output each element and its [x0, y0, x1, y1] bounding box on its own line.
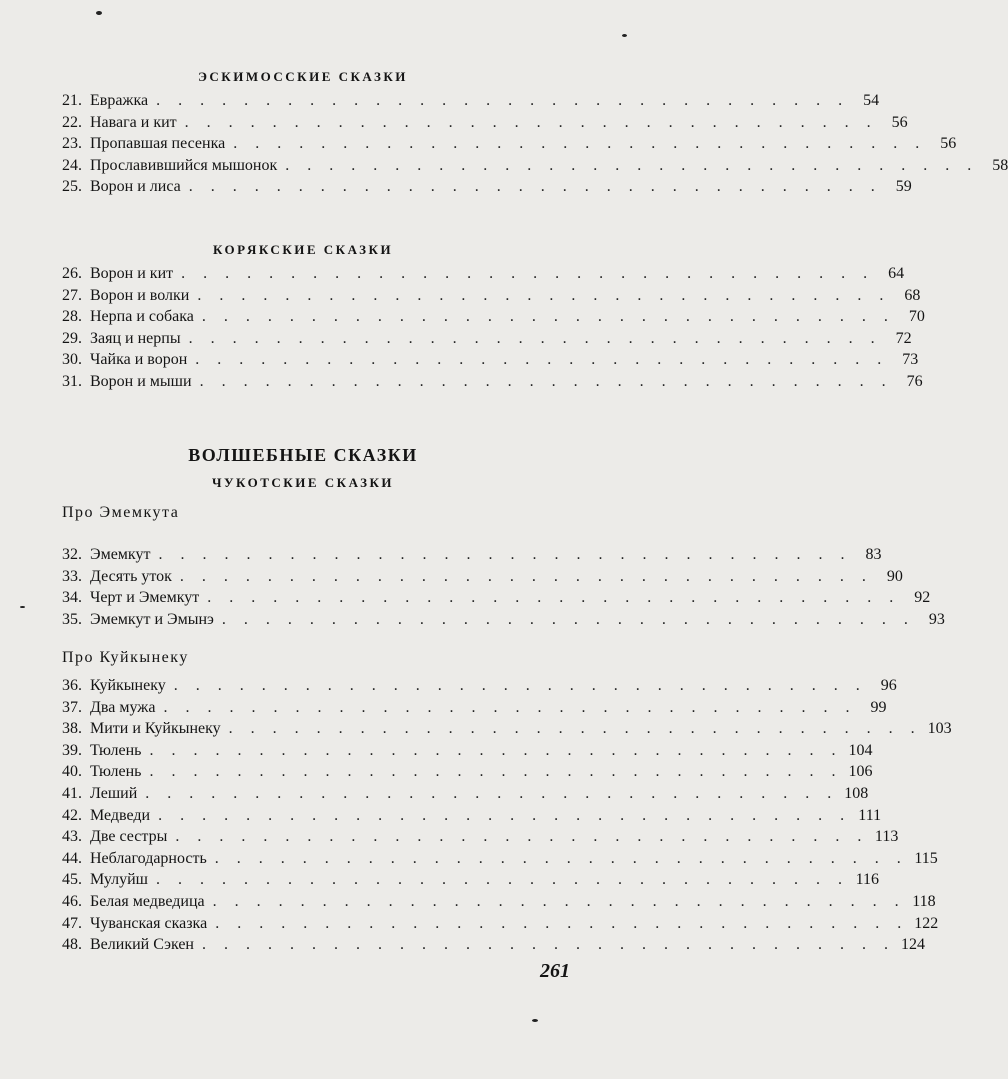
toc-entry — [62, 285, 921, 307]
dot-leader: . . . . . . . . . . . . . . . . . . . . . . . . . . . . . . . . — [156, 92, 850, 109]
dot-leader: . . . . . . . . . . . . . . . . . . . . . . . . . . . . . . . . — [197, 286, 891, 304]
entry-title: Ворон и волки — [90, 286, 190, 304]
dot-leader: . . . . . . . . . . . . . . . . . . . . . . . . . . . . . . . . — [195, 351, 889, 369]
toc-entry — [62, 869, 879, 891]
entry-page-number: 73 — [902, 351, 919, 369]
entry-title: Два мужа — [90, 698, 156, 716]
group-kuikyneku — [62, 645, 952, 956]
entry-page-number: 111 — [858, 806, 882, 824]
entry-title: Медведи — [90, 806, 151, 824]
entry-page-number: 64 — [888, 265, 905, 282]
entry-number: 40. — [62, 763, 82, 781]
toc-list — [62, 544, 945, 630]
entry-number: 22. — [62, 113, 82, 131]
toc-entry — [62, 328, 912, 350]
entry-number: 35. — [62, 610, 82, 628]
toc-entry — [62, 913, 939, 935]
toc-list — [62, 90, 1008, 198]
entry-page-number: 59 — [895, 178, 912, 196]
toc-entry — [62, 133, 957, 155]
part-block — [62, 440, 544, 526]
dot-leader: . . . . . . . . . . . . . . . . . . . . . . . . . . . . . . . . — [202, 936, 895, 954]
entry-title: Десять уток — [90, 567, 172, 585]
entry-page-number: 99 — [870, 698, 887, 716]
toc-entry — [62, 349, 919, 371]
toc-entry — [62, 848, 938, 870]
entry-title: Тюлень — [90, 763, 142, 781]
entry-number: 21. — [62, 92, 82, 109]
entry-title: Ворон и лиса — [90, 178, 181, 196]
entry-title: Чуванская сказка — [90, 914, 208, 932]
entry-title: Куйкынеку — [90, 677, 166, 694]
entry-page-number: 90 — [886, 567, 903, 585]
entry-number: 48. — [62, 936, 82, 954]
entry-title: Пропавшая песенка — [90, 135, 226, 153]
ink-speck — [20, 606, 25, 608]
toc-list — [62, 675, 952, 956]
entry-page-number: 83 — [865, 546, 882, 563]
entry-title: Две сестры — [90, 828, 168, 846]
entry-page-number: 58 — [992, 156, 1008, 174]
dot-leader: . . . . . . . . . . . . . . . . . . . . . . . . . . . . . . . . — [158, 546, 852, 563]
toc-entry — [62, 90, 880, 112]
entry-number: 33. — [62, 567, 82, 585]
dot-leader: . . . . . . . . . . . . . . . . . . . . . . . . . . . . . . . . — [201, 308, 895, 326]
entry-number: 44. — [62, 849, 82, 867]
dot-leader: . . . . . . . . . . . . . . . . . . . . . . . . . . . . . . . . — [179, 567, 873, 585]
entry-number: 23. — [62, 135, 82, 153]
entry-page-number: 54 — [863, 92, 880, 109]
entry-page-number: 93 — [928, 610, 945, 628]
entry-number: 24. — [62, 156, 82, 174]
dot-leader: . . . . . . . . . . . . . . . . . . . . . . . . . . . . . . . . — [149, 763, 843, 781]
ink-speck — [96, 11, 102, 15]
entry-page-number: 68 — [904, 286, 921, 304]
entry-number: 27. — [62, 286, 82, 304]
toc-entry — [62, 155, 1008, 177]
toc-entry — [62, 761, 873, 783]
dot-leader: . . . . . . . . . . . . . . . . . . . . . . . . . . . . . . . . — [285, 156, 979, 174]
dot-leader: . . . . . . . . . . . . . . . . . . . . . . . . . . . . . . . . — [145, 784, 839, 802]
toc-entry — [62, 587, 931, 609]
entry-title: Заяц и нерпы — [90, 329, 181, 347]
entry-title: Чайка и ворон — [90, 351, 188, 369]
entry-title: Евражка — [90, 92, 149, 109]
entry-page-number: 115 — [914, 849, 938, 867]
entry-page-number: 118 — [912, 892, 936, 910]
entry-number: 29. — [62, 329, 82, 347]
entry-title: Великий Сэкен — [90, 936, 194, 954]
entry-page-number: 113 — [874, 828, 899, 846]
group-title: Про Эмемкута — [62, 504, 180, 521]
entry-number: 26. — [62, 265, 82, 282]
toc-entry — [62, 826, 899, 848]
entry-title: Леший — [90, 784, 138, 802]
toc-entry — [62, 805, 882, 827]
toc-entry — [62, 566, 903, 588]
toc-entry — [62, 675, 897, 697]
entry-number: 47. — [62, 914, 82, 932]
entry-number: 32. — [62, 546, 82, 563]
toc-entry — [62, 263, 905, 285]
toc-entry — [62, 783, 869, 805]
toc-list — [62, 263, 925, 393]
dot-leader: . . . . . . . . . . . . . . . . . . . . . . . . . . . . . . . . — [212, 892, 906, 910]
section-eskimo — [62, 64, 1008, 198]
dot-leader: . . . . . . . . . . . . . . . . . . . . . . . . . . . . . . . . — [173, 677, 867, 694]
dot-leader: . . . . . . . . . . . . . . . . . . . . . . . . . . . . . . . . — [188, 329, 882, 347]
section-heading: ЧУКОТСКИЕ СКАЗКИ — [211, 475, 395, 490]
entry-number: 41. — [62, 784, 82, 802]
entry-title: Черт и Эмемкут — [90, 589, 200, 607]
toc-entry — [62, 740, 873, 762]
toc-entry — [62, 371, 923, 393]
toc-entry — [62, 112, 908, 134]
part-heading: ВОЛШЕБНЫЕ СКАЗКИ — [188, 445, 418, 465]
entry-title: Неблагодарность — [90, 849, 207, 867]
entry-title: Эмемкут — [90, 546, 151, 563]
entry-title: Белая медведица — [90, 892, 205, 910]
entry-number: 39. — [62, 741, 82, 759]
dot-leader: . . . . . . . . . . . . . . . . . . . . . . . . . . . . . . . . — [233, 135, 927, 153]
toc-entry — [62, 544, 882, 566]
entry-title: Ворон и кит — [90, 265, 174, 282]
entry-number: 45. — [62, 871, 82, 889]
toc-entry — [62, 697, 887, 719]
dot-leader: . . . . . . . . . . . . . . . . . . . . . . . . . . . . . . . . — [181, 265, 875, 282]
dot-leader: . . . . . . . . . . . . . . . . . . . . . . . . . . . . . . . . — [175, 828, 869, 846]
entry-number: 28. — [62, 308, 82, 326]
dot-leader: . . . . . . . . . . . . . . . . . . . . . . . . . . . . . . . . — [156, 871, 849, 889]
entry-page-number: 124 — [901, 936, 925, 954]
dot-leader: . . . . . . . . . . . . . . . . . . . . . . . . . . . . . . . . — [207, 589, 901, 607]
toc-entry — [62, 176, 912, 198]
entry-title: Ворон и мыши — [90, 372, 192, 390]
dot-leader: . . . . . . . . . . . . . . . . . . . . . . . . . . . . . . . . — [228, 720, 922, 738]
entry-title: Мити и Куйкынеку — [90, 720, 221, 738]
entry-page-number: 106 — [848, 763, 873, 781]
entry-page-number: 76 — [906, 372, 923, 390]
section-koryak — [62, 237, 925, 393]
entry-number: 43. — [62, 828, 82, 846]
entry-title: Мулуйш — [90, 871, 148, 889]
toc-entry — [62, 609, 945, 631]
dot-leader: . . . . . . . . . . . . . . . . . . . . . . . . . . . . . . . . — [163, 698, 857, 716]
toc-entry — [62, 891, 936, 913]
entry-number: 37. — [62, 698, 82, 716]
entry-number: 25. — [62, 178, 82, 196]
entry-title: Тюлень — [90, 741, 142, 759]
entry-page-number: 122 — [914, 914, 939, 932]
entry-number: 31. — [62, 372, 82, 390]
entry-page-number: 92 — [914, 589, 931, 607]
dot-leader: . . . . . . . . . . . . . . . . . . . . . . . . . . . . . . . . — [149, 741, 843, 759]
dot-leader: . . . . . . . . . . . . . . . . . . . . . . . . . . . . . . . . — [199, 372, 893, 390]
entry-number: 46. — [62, 892, 82, 910]
toc-entry — [62, 306, 925, 328]
section-heading: ЭСКИМОССКИЕ СКАЗКИ — [198, 69, 408, 84]
group-ememkut — [62, 544, 945, 630]
entry-page-number: 108 — [844, 784, 869, 802]
entry-title: Навага и кит — [90, 113, 177, 131]
toc-entry — [62, 718, 952, 740]
dot-leader: . . . . . . . . . . . . . . . . . . . . . . . . . . . . . . . . — [214, 849, 908, 867]
section-heading: КОРЯКСКИЕ СКАЗКИ — [212, 242, 394, 257]
ink-speck — [622, 34, 627, 37]
entry-number: 36. — [62, 677, 82, 694]
entry-number: 42. — [62, 806, 82, 824]
entry-page-number: 56 — [940, 135, 957, 153]
entry-page-number: 103 — [927, 720, 952, 738]
dot-leader: . . . . . . . . . . . . . . . . . . . . . . . . . . . . . . . . — [221, 610, 915, 628]
dot-leader: . . . . . . . . . . . . . . . . . . . . . . . . . . . . . . . . — [188, 178, 882, 196]
dot-leader: . . . . . . . . . . . . . . . . . . . . . . . . . . . . . . . . — [184, 113, 878, 131]
entry-page-number: 56 — [891, 113, 908, 131]
entry-page-number: 116 — [855, 871, 879, 889]
dot-leader: . . . . . . . . . . . . . . . . . . . . . . . . . . . . . . . . — [215, 914, 909, 932]
entry-title: Нерпа и собака — [90, 308, 194, 326]
entry-title: Эмемкут и Эмынэ — [90, 610, 214, 628]
ink-speck — [532, 1019, 538, 1022]
entry-page-number: 70 — [908, 308, 925, 326]
entry-title: Прославившийся мышонок — [90, 156, 278, 174]
entry-number: 38. — [62, 720, 82, 738]
group-title: Про Куйкынеку — [62, 649, 189, 666]
entry-page-number: 96 — [880, 677, 897, 694]
entry-number: 30. — [62, 351, 82, 369]
entry-number: 34. — [62, 589, 82, 607]
entry-page-number: 104 — [848, 741, 873, 759]
dot-leader: . . . . . . . . . . . . . . . . . . . . . . . . . . . . . . . . — [158, 806, 852, 824]
entry-page-number: 72 — [895, 329, 912, 347]
page-number: 261 — [540, 960, 570, 982]
toc-entry — [62, 934, 925, 956]
